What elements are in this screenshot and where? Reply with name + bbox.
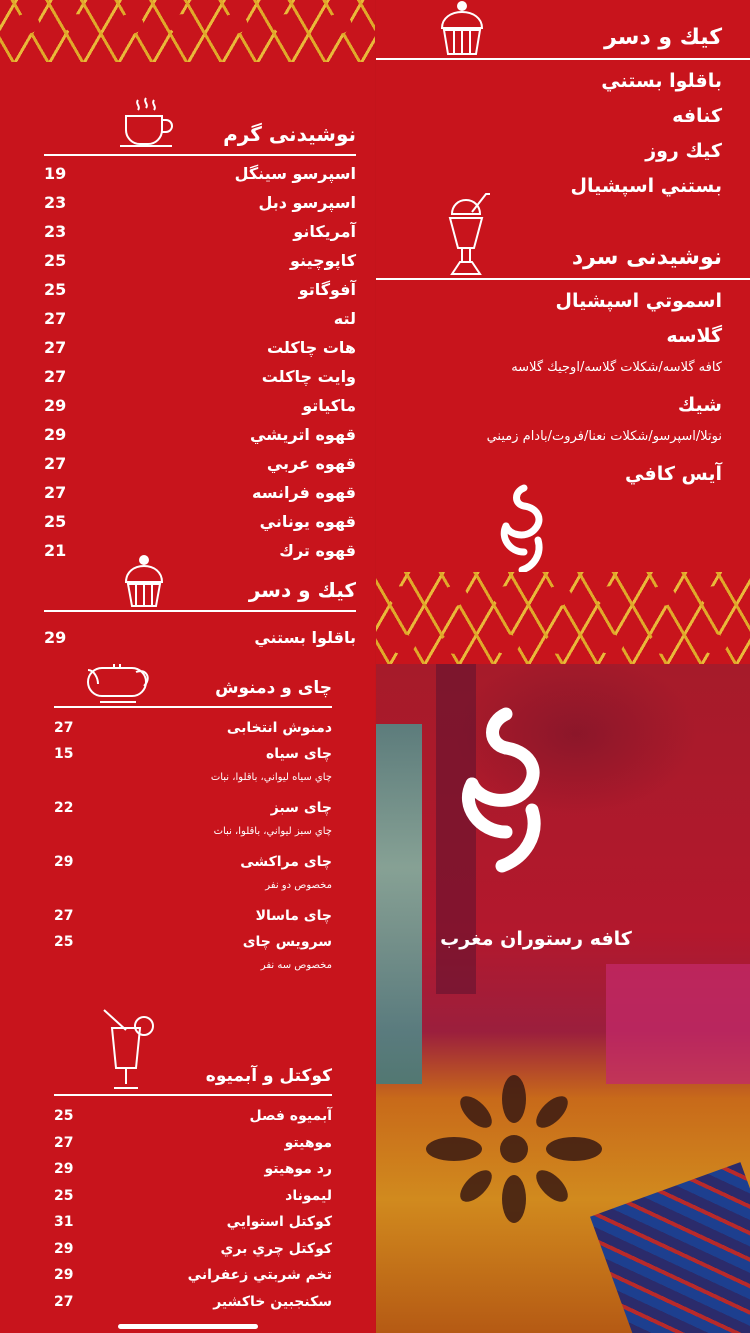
menu-item-name: رد موهيتو — [264, 1161, 332, 1177]
menu-item-name: تخم شربتي زعفراني — [187, 1267, 332, 1283]
cake-header — [376, 18, 750, 60]
menu-item — [44, 164, 356, 190]
menu-item-desc: مخصوص سه نفر — [260, 960, 332, 971]
menu-item-price: 29 — [54, 1240, 74, 1257]
menu-item-name: سرويس چای — [242, 934, 332, 950]
menu-item-name: كيك روز — [645, 140, 722, 162]
menu-item-price: 27 — [54, 1134, 74, 1151]
hot-drinks-title: نوشیدنی گرم — [223, 122, 356, 146]
menu-item-name: باقلوا بستني — [254, 628, 356, 647]
menu-item — [44, 425, 356, 451]
menu-item-name: گلاسه — [666, 325, 722, 347]
menu-item-name: چای مراكشی — [240, 854, 332, 870]
artwork-ornament-icon — [424, 1074, 604, 1224]
menu-item — [44, 483, 356, 509]
menu-item-price: 23 — [44, 193, 67, 212]
menu-item-price: 22 — [54, 800, 74, 816]
menu-item-name: قهوه اتريشي — [249, 425, 356, 444]
coffee-cup-icon — [116, 96, 176, 152]
menu-item-price: 15 — [54, 746, 74, 762]
menu-item-price: 29 — [54, 1161, 74, 1177]
artwork-magenta-panel — [606, 964, 750, 1084]
menu-item — [54, 908, 332, 934]
cold-drinks-header — [376, 238, 750, 280]
gold-lattice-pattern — [0, 0, 375, 62]
menu-item-name: ليموناد — [285, 1187, 332, 1204]
menu-item-name: آفوگاتو — [298, 280, 356, 299]
menu-item — [54, 1108, 332, 1134]
menu-item-name: سكنجبين خاكشير — [213, 1293, 332, 1310]
cocktail-glass-icon — [98, 1004, 158, 1092]
menu-item-name: كوكتل چري بري — [220, 1240, 332, 1257]
hot-drinks-panel — [0, 0, 375, 664]
menu-item — [54, 1267, 332, 1293]
menu-item-name: چای سیاه — [265, 746, 332, 762]
menu-item-price: 25 — [44, 251, 67, 270]
brand-artwork — [376, 664, 750, 1333]
menu-item — [44, 367, 356, 393]
menu-item-name: اسپرسو دبل — [258, 193, 356, 212]
menu-item-name: كنافه — [672, 105, 722, 127]
menu-item-name: قهوه يوناني — [259, 512, 356, 531]
menu-item-price: 19 — [44, 164, 67, 183]
menu-item-desc: نوتلا/اسپرسو/شكلات نعنا/فروت/بادام زميني — [486, 429, 722, 444]
menu-item — [54, 1294, 332, 1320]
artwork-pattern-panel — [590, 1162, 750, 1333]
menu-item-price: 31 — [54, 1214, 74, 1230]
menu-item-name: اسپرسو سينگل — [234, 164, 356, 183]
menu-item — [54, 800, 332, 826]
menu-item-name: اسموتي اسپشيال — [555, 290, 722, 312]
menu-item-price: 25 — [54, 1108, 74, 1124]
cold-drinks-title: نوشیدنی سرد — [571, 245, 722, 270]
menu-item-price: 21 — [44, 541, 67, 560]
home-indicator — [118, 1324, 258, 1329]
tea-header — [54, 666, 332, 708]
menu-item-name: آمريكانو — [293, 222, 356, 241]
menu-item-name: قهوه عربي — [266, 454, 356, 473]
menu-item — [44, 251, 356, 277]
menu-item — [54, 934, 332, 960]
menu-item-name: بستني اسپشيال — [570, 175, 722, 197]
menu-item-name: كاپوچينو — [290, 251, 356, 270]
menu-item-desc: چاي سبز ليواني، باقلوا، نبات — [213, 826, 332, 837]
menu-item — [54, 746, 332, 772]
menu-item-price: 29 — [44, 425, 67, 444]
cocktail-title: كوكتل و آبميوه — [205, 1066, 332, 1086]
menu-item — [44, 628, 356, 654]
menu-item — [54, 1214, 332, 1240]
menu-item — [44, 309, 356, 335]
menu-item — [44, 280, 356, 306]
menu-item-name: هات چاكلت — [266, 338, 356, 357]
menu-item-name: چای ماسالا — [255, 908, 332, 924]
menu-item — [54, 720, 332, 746]
menu-item-price: 27 — [44, 338, 67, 357]
milkshake-icon — [438, 190, 494, 276]
menu-item-price: 29 — [54, 1267, 74, 1283]
maghreb-logo-icon — [450, 700, 560, 900]
menu-item-price: 27 — [44, 309, 67, 328]
menu-item-name: قهوه فرانسه — [252, 483, 356, 502]
cake-left-header — [44, 570, 356, 612]
menu-item — [44, 222, 356, 248]
cake-title: كيك و دسر — [604, 25, 722, 50]
menu-item-price: 29 — [44, 396, 67, 415]
menu-item — [44, 193, 356, 219]
brand-name: کافه رستوران مغرب — [440, 928, 632, 950]
menu-item-name: كوكتل استوايي — [226, 1214, 332, 1230]
menu-item-name: ماكياتو — [302, 396, 356, 415]
menu-item-price: 29 — [44, 628, 67, 647]
menu-item — [44, 454, 356, 480]
menu-item-name: موهيتو — [284, 1134, 332, 1151]
menu-item-price: 27 — [54, 908, 74, 924]
menu-item-name: آيس كافي — [625, 463, 722, 485]
menu-item-name: قهوه ترك — [279, 541, 356, 560]
menu-item-name: شيك — [677, 394, 722, 416]
menu-item-desc: چاي سياه ليواني، باقلوا، نبات — [210, 772, 332, 783]
cake-left-title: كيك و دسر — [248, 578, 356, 602]
cupcake-icon — [120, 554, 168, 608]
menu-item-price: 25 — [44, 512, 67, 531]
menu-item-price: 27 — [44, 483, 67, 502]
menu-item-price: 25 — [54, 934, 74, 950]
menu-item — [44, 512, 356, 538]
menu-item-name: دمنوش انتخابی — [226, 720, 332, 736]
menu-item-name: چای سبز — [270, 800, 332, 816]
menu-item-price: 25 — [54, 1187, 74, 1204]
menu-item — [54, 1135, 332, 1161]
menu-item-desc: مخصوص دو نفر — [265, 880, 332, 891]
menu-item — [54, 1188, 332, 1214]
hot-drinks-header — [44, 114, 356, 156]
menu-item-price: 27 — [44, 367, 67, 386]
menu-item-price: 27 — [44, 454, 67, 473]
menu-item — [44, 338, 356, 364]
teapot-icon — [80, 664, 156, 704]
menu-item — [54, 1241, 332, 1267]
cocktail-header — [54, 1054, 332, 1096]
menu-item — [44, 396, 356, 422]
menu-item-name: آبميوه فصل — [249, 1108, 332, 1124]
menu-item — [44, 541, 356, 567]
cupcake-icon — [436, 0, 488, 56]
menu-item-price: 27 — [54, 1293, 74, 1310]
menu-item-name: وايت چاكلت — [261, 367, 356, 386]
menu-item-price: 23 — [44, 222, 67, 241]
artwork-teal-strip — [376, 724, 422, 1084]
cold-drinks-panel — [376, 0, 750, 664]
menu-item — [54, 1161, 332, 1187]
tea-cocktail-panel — [0, 664, 375, 1333]
menu-item-price: 25 — [44, 280, 67, 299]
menu-item — [54, 854, 332, 880]
menu-item-desc: كافه گلاسه/شكلات گلاسه/اوجيك گلاسه — [511, 360, 722, 375]
gold-lattice-pattern — [376, 572, 750, 664]
menu-item-price: 27 — [54, 720, 74, 736]
menu-item-name: لته — [333, 309, 356, 328]
tea-title: چای و دمنوش — [215, 678, 332, 698]
menu-item-name: باقلوا بستني — [601, 70, 722, 92]
menu-item-price: 29 — [54, 854, 74, 870]
